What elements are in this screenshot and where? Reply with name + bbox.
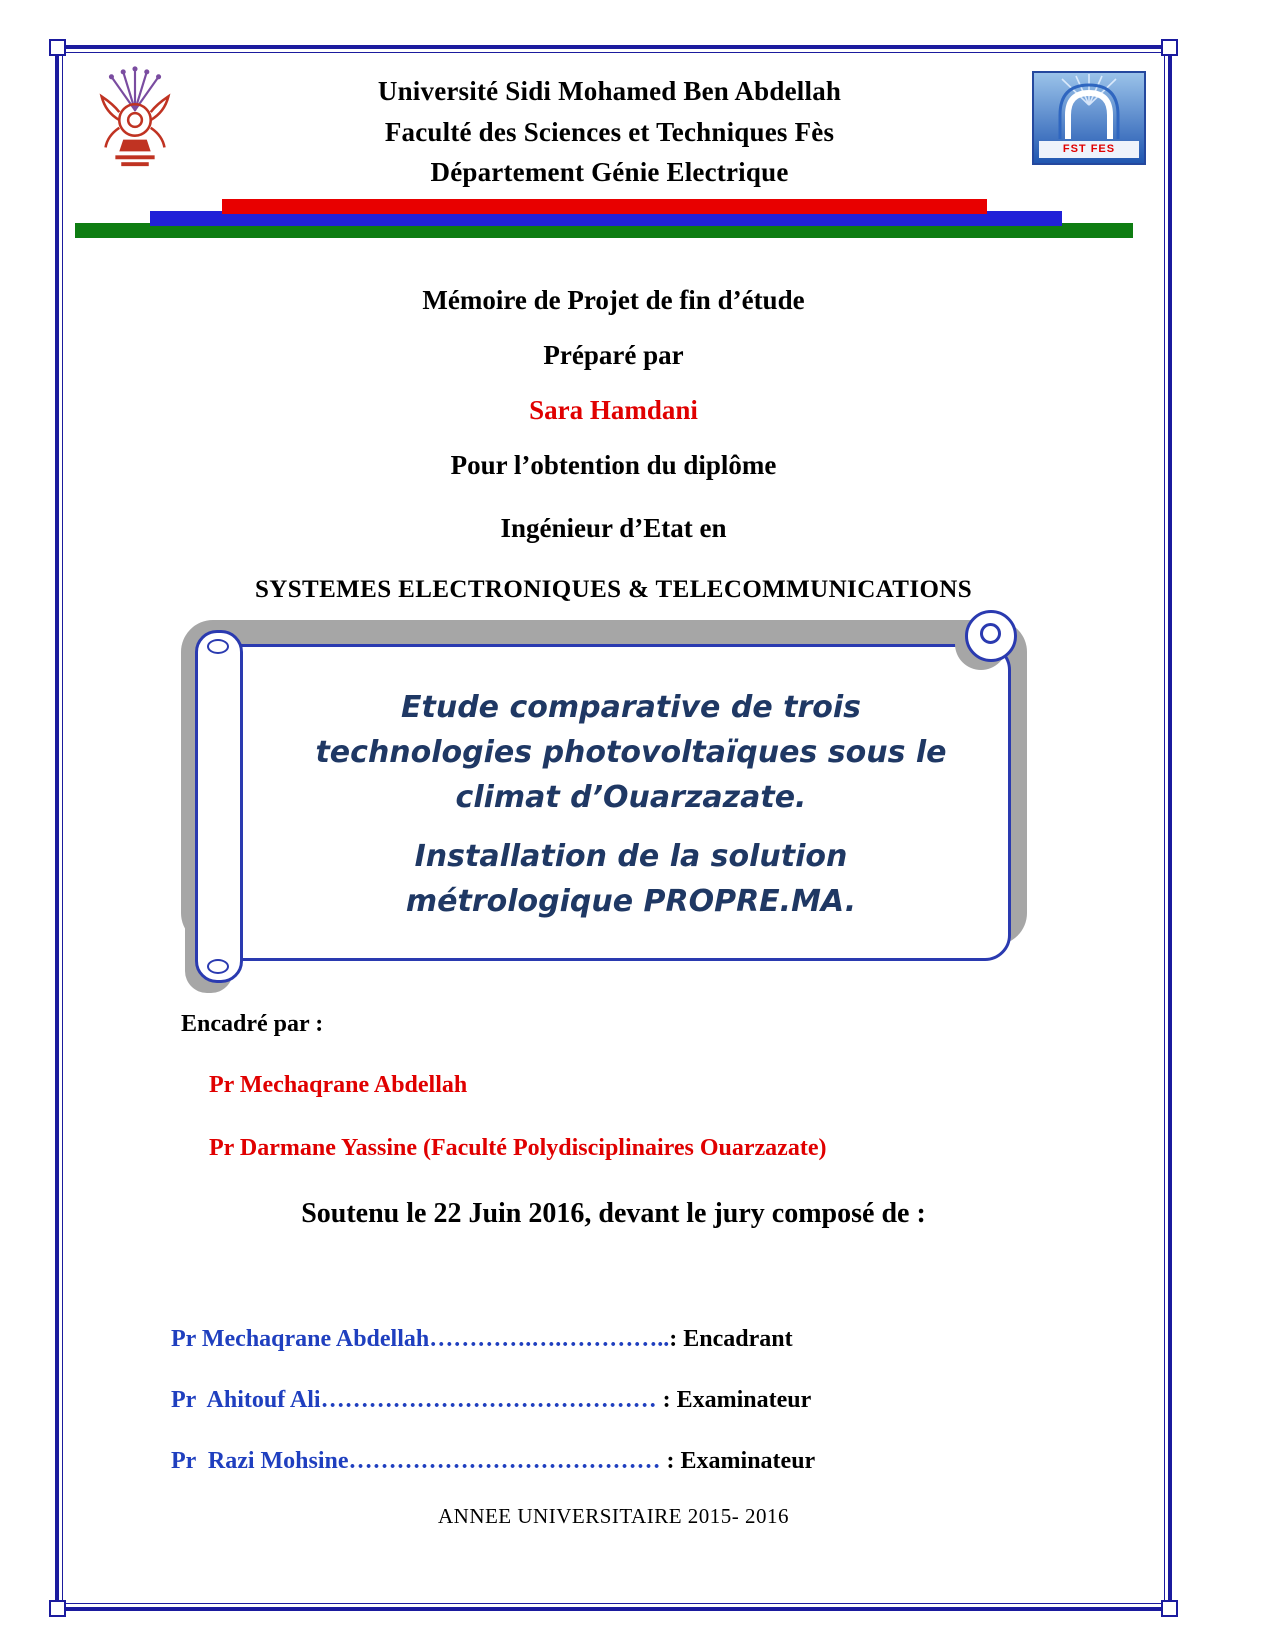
supervised-by-label: Encadré par : [181, 1011, 324, 1038]
author-name: Sara Hamdani [529, 394, 698, 425]
corner-ornament [49, 39, 66, 56]
jury-list [171, 1326, 1168, 1475]
jury-member-1-role: : Encadrant [669, 1326, 793, 1353]
decorative-tricolor-bars [59, 199, 1168, 243]
supervisor-1: Pr Mechaqrane Abdellah [209, 1072, 468, 1099]
intro-block [59, 285, 1168, 605]
faculty-name: Faculté des Sciences et Techniques Fès [384, 116, 835, 147]
university-emblem-logo [83, 65, 187, 173]
thesis-title-line1: Etude comparative de trois technologies photovoltaïques sous le climat d’Ouarzazate. [315, 690, 947, 816]
degree-line: Ingénieur d’Etat en [500, 512, 727, 543]
jury-member-3-role: : Examinateur [660, 1448, 816, 1475]
corner-ornament [49, 1600, 66, 1617]
page-header [59, 49, 1168, 193]
university-name: Université Sidi Mohamed Ben Abdellah [377, 76, 842, 106]
corner-ornament [1161, 1600, 1178, 1617]
corner-ornament [1161, 39, 1178, 56]
prepared-by-label: Préparé par [543, 339, 684, 370]
red-bar [222, 199, 987, 214]
jury-member-2-role: : Examinateur [656, 1387, 812, 1414]
title-scroll-banner [211, 644, 1011, 961]
diploma-line: Pour l’obtention du diplôme [450, 449, 777, 480]
thesis-title-box [211, 644, 1011, 961]
page-border-frame [55, 45, 1172, 1611]
institution-block [187, 65, 1032, 193]
program-name: SYSTEMES ELECTRONIQUES & TELECOMMUNICATIONS [254, 575, 973, 603]
jury-member-3-name: Pr Razi Mohsine………………………………… [171, 1448, 661, 1475]
academic-year: ANNEE UNIVERSITAIRE 2015- 2016 [437, 1504, 790, 1528]
fst-fes-logo [1032, 71, 1146, 165]
jury-member-1 [171, 1326, 1168, 1353]
jury-member-2-name: Pr Ahitouf Ali…………………………………… [171, 1387, 657, 1414]
jury-member-1-name: Pr Mechaqrane Abdellah………….….………….. [171, 1326, 670, 1353]
fst-logo-caption: FST FES [1039, 141, 1139, 158]
jury-member-3 [171, 1448, 1168, 1475]
defense-line: Soutenu le 22 Juin 2016, devant le jury composé de : [301, 1198, 926, 1230]
supervision-block [181, 1011, 1168, 1162]
jury-member-2 [171, 1387, 1168, 1414]
thesis-title-line2: Installation de la solution métrologique PROPRE.MA. [405, 839, 857, 920]
memoire-line: Mémoire de Projet de fin d’étude [422, 284, 805, 315]
department-name: Département Génie Electrique [430, 157, 789, 187]
supervisor-2: Pr Darmane Yassine (Faculté Polydisciplinaires Ouarzazate) [209, 1135, 827, 1162]
scroll-left-roll [195, 630, 243, 983]
